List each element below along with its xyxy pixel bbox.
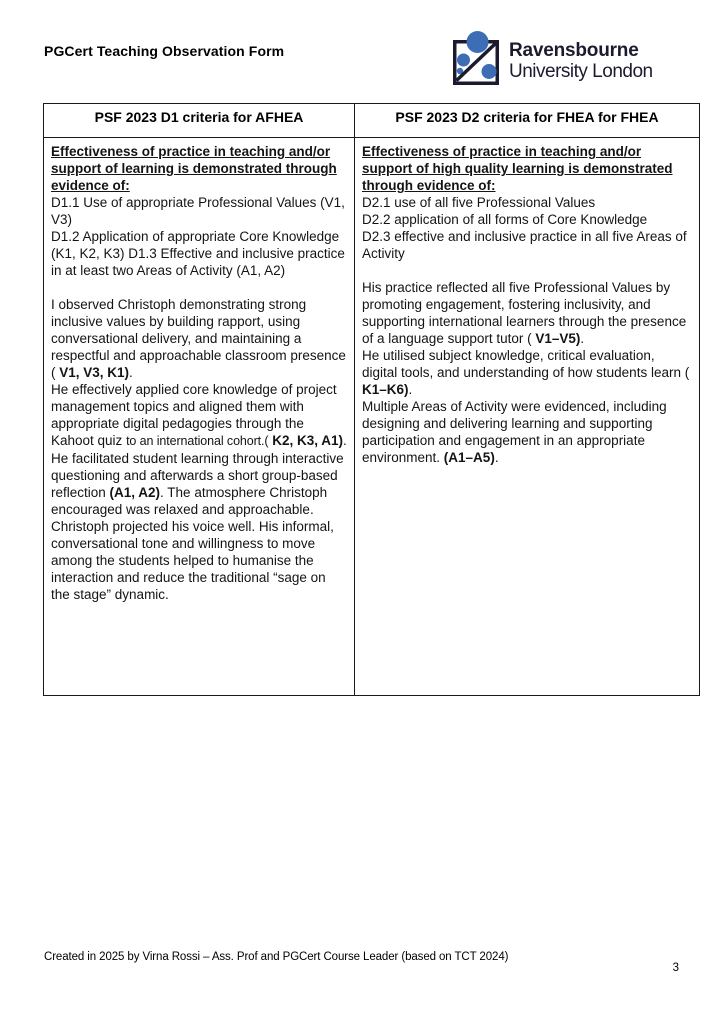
- table-body-row: [44, 138, 700, 696]
- paragraph: [362, 398, 693, 466]
- logo-dot-medium-right: [482, 64, 497, 79]
- cell-d1-observation-notes: [44, 138, 355, 696]
- text-run: D1.2 Application of appropriate Core Knowledge (K1, K2, K3) D1.3 Effective and inclusive practice in at least two Areas of Activity (A1, A2): [51, 229, 345, 278]
- text-run: .: [580, 331, 585, 346]
- ravensbourne-logo-icon: [452, 30, 501, 87]
- text-run: K2, K3, A1): [268, 433, 344, 448]
- text-run: D2.2 application of all forms of Core Knowledge: [362, 212, 648, 227]
- text-run: .: [408, 382, 413, 397]
- column-header-d1-afhea: PSF 2023 D1 criteria for AFHEA: [44, 104, 355, 138]
- paragraph: [51, 194, 348, 228]
- paragraph: [362, 228, 693, 262]
- text-run: Multiple Areas of Activity were evidenced, including designing and delivering learning and supporting participation and engagement in an appropriate environment.: [362, 399, 667, 465]
- paragraph: [51, 296, 348, 381]
- text-run: K1–K6): [362, 382, 409, 397]
- paragraph: [362, 279, 693, 347]
- text-run: . The atmosphere Christoph encouraged was relaxed and approachable. Christoph projected his voice well. His informal, conversational tone and willingness to move among the students helped to humanise the interaction and reduce the traditional “sage on the stage” dynamic.: [51, 485, 334, 602]
- text-run: D2.1 use of all five Professional Values: [362, 195, 596, 210]
- text-run: (A1, A2): [109, 485, 161, 500]
- text-run: His practice reflected all five Professional Values by promoting engagement, fostering inclusivity, and supporting international learners through the presence of a language support tutor (: [362, 280, 687, 346]
- criteria-table-container: [43, 103, 700, 696]
- text-run: He utilised subject knowledge, critical evaluation, digital tools, and understanding of how students learn (: [362, 348, 690, 380]
- logo-wordmark: [509, 30, 653, 82]
- criteria-table: [43, 103, 700, 696]
- table-header-row: [44, 104, 700, 138]
- text-run: He facilitated student learning through interactive questioning and afterwards a short group-based reflection: [51, 451, 344, 500]
- text-run: V1–V5): [535, 331, 581, 346]
- text-run: .: [494, 450, 499, 465]
- paragraph: [362, 211, 693, 228]
- text-run: Effectiveness of practice in teaching and/or support of learning is demonstrated through evidence of:: [51, 144, 337, 193]
- paragraph: [51, 381, 348, 450]
- text-run: V1, V3, K1): [59, 365, 130, 380]
- text-run: .: [129, 365, 133, 380]
- paragraph: [362, 194, 693, 211]
- paragraph: [51, 450, 348, 603]
- page-number: 3: [672, 962, 679, 974]
- paragraph: [51, 143, 348, 194]
- text-run: (A1–A5): [443, 450, 495, 465]
- logo-dot-large: [467, 31, 489, 53]
- logo-subname: University London: [509, 61, 653, 82]
- text-run: to an international cohort.(: [126, 434, 269, 448]
- page-title: PGCert Teaching Observation Form: [44, 43, 285, 59]
- paragraph-spacer: [51, 279, 348, 296]
- column-header-d2-fhea: PSF 2023 D2 criteria for FHEA for FHEA: [355, 104, 700, 138]
- paragraph: [362, 143, 693, 194]
- ravensbourne-logo: [452, 30, 653, 87]
- logo-dot-medium-left: [457, 54, 470, 67]
- paragraph-spacer: [362, 262, 693, 279]
- text-run: Effectiveness of practice in teaching and/or support of high quality learning is demonstrated through evidence of:: [362, 144, 673, 193]
- footer-credit: Created in 2025 by Virna Rossi – Ass. Prof and PGCert Course Leader (based on TCT 2024): [44, 951, 509, 963]
- logo-name: Ravensbourne: [509, 40, 639, 61]
- text-run: D1.1 Use of appropriate Professional Values (V1, V3): [51, 195, 345, 227]
- cell-d2-observation-notes: [355, 138, 700, 696]
- text-run: .: [343, 433, 347, 448]
- text-run: D2.3 effective and inclusive practice in all five Areas of Activity: [362, 229, 687, 261]
- text-run: I observed Christoph demonstrating strong inclusive values by building rapport, using conversational delivery, and maintaining a respectful and approachable classroom presence (: [51, 297, 346, 380]
- text-run: He effectively applied core knowledge of project management topics and aligned them with appropriate digital pedagogies through the Kahoot quiz: [51, 382, 337, 448]
- paragraph: [51, 228, 348, 279]
- paragraph: [362, 347, 693, 398]
